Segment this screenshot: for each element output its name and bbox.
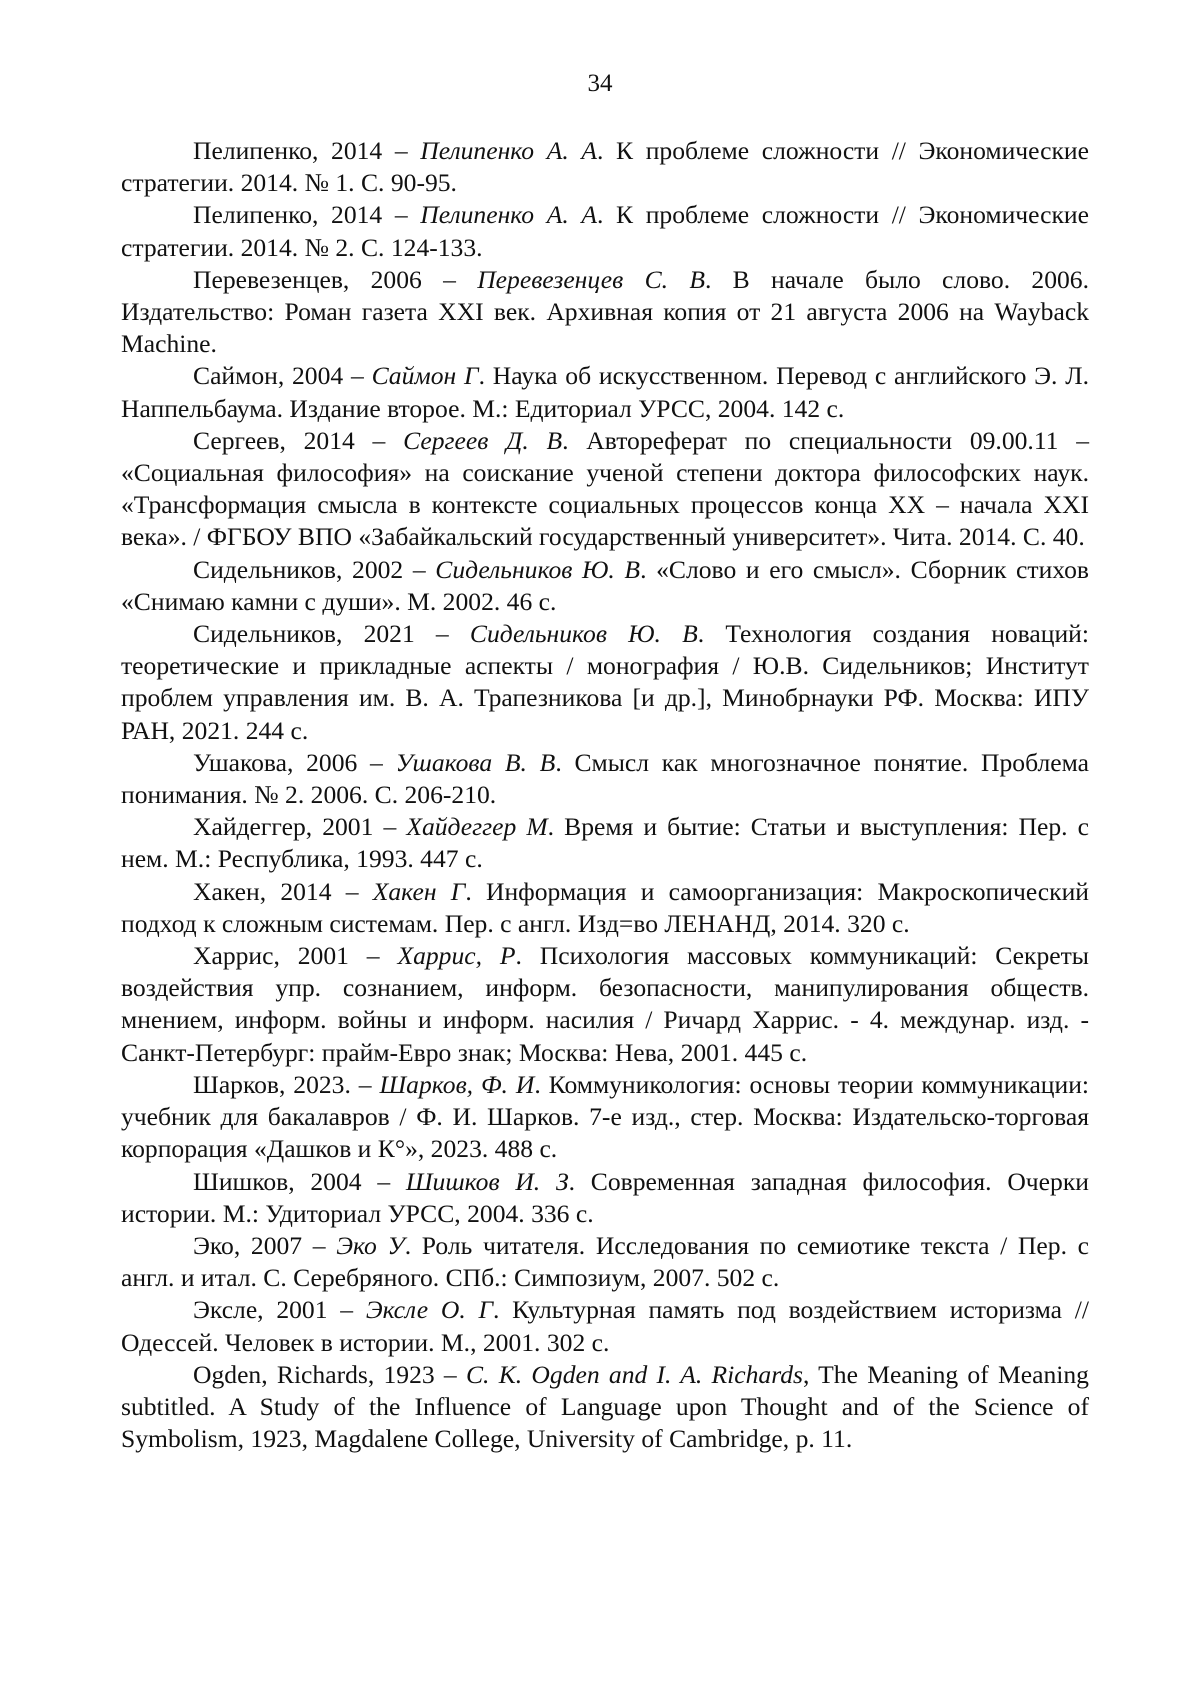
reference-entry xyxy=(121,1294,1089,1358)
reference-details: . Автореферат по специальности 09.00.11 – «Социальная философия» на соискание ученой степени доктора философских наук. «Трансформация смысла в контексте социальных процессов конца XX – начала XXI века». / ФГБОУ ВПО «Забайкальский государственный университет». Чита. 2014. С. 40. xyxy=(121,425,1089,552)
reference-author: Сидельников Ю. В xyxy=(469,619,698,649)
reference-details: . Технология создания новаций: теоретические и прикладные аспекты / монография / Ю.В. Сидельников; Институт проблем управления им. В. А. Трапезникова [и др.], Минобрнауки РФ. Москва: ИПУ РАН, 2021. 244 с. xyxy=(121,619,1089,745)
reference-lead: Сидельников, 2002 – xyxy=(193,554,436,584)
reference-lead: Саймон, 2004 – xyxy=(193,361,372,391)
reference-details: . Наука об искусственном. Перевод с английского Э. Л. Наппельбаума. Издание второе. М.: Едиториал УРСС, 2004. 142 с. xyxy=(121,361,1090,423)
reference-author: Шишков И. З xyxy=(405,1166,569,1196)
reference-entry xyxy=(121,1069,1089,1166)
reference-lead: Хайдеггер, 2001 – xyxy=(193,812,407,842)
reference-author: Сергеев Д. В xyxy=(403,425,563,455)
reference-entry xyxy=(121,264,1089,361)
reference-entry xyxy=(121,135,1089,199)
reference-author: Хайдеггер М xyxy=(406,812,548,842)
reference-author: Шарков, Ф. И xyxy=(379,1069,535,1099)
reference-lead: Эксле, 2001 – xyxy=(193,1295,366,1325)
reference-author: Эксле О. Г xyxy=(365,1295,494,1325)
reference-lead: Пелипенко, 2014 – xyxy=(193,136,421,165)
reference-entry xyxy=(121,199,1089,263)
reference-lead: Харрис, 2001 – xyxy=(193,941,398,971)
reference-details: . В начале было слово. 2006. Издательство: Роман газета XXI век. Архивная копия от 21 августа 2006 на Wayback Machine. xyxy=(121,264,1089,359)
reference-author: Пелипенко А. А xyxy=(420,200,597,230)
reference-lead: Перевезенцев, 2006 – xyxy=(193,264,478,294)
reference-author: Харрис, Р xyxy=(397,941,516,971)
reference-author: Сидельников Ю. В xyxy=(435,554,641,584)
reference-lead: Ушакова, 2006 – xyxy=(193,747,396,777)
reference-entry xyxy=(121,747,1089,811)
reference-lead: Пелипенко, 2014 – xyxy=(193,200,421,230)
reference-entry xyxy=(121,360,1089,424)
page-number: 34 xyxy=(587,70,613,97)
reference-lead: Шишков, 2004 – xyxy=(193,1166,406,1196)
reference-entry xyxy=(121,940,1089,1069)
reference-details: , The Meaning of Meaning subtitled. A Study of the Influence of Language upon Thought and of the Science of Symbolism, 1923, Magdalene College, University of Cambridge, p. 11. xyxy=(121,1359,1089,1454)
reference-lead: Шарков, 2023. – xyxy=(193,1069,380,1099)
reference-author: Хакен Г xyxy=(372,876,466,906)
reference-author: Саймон Г xyxy=(371,361,479,391)
reference-entry xyxy=(121,1359,1089,1456)
reference-details: . Культурная память под воздействием историзма // Одессей. Человек в истории. М., 2001. 302 с. xyxy=(121,1295,1089,1357)
reference-details: . Современная западная философия. Очерки истории. М.: Удиториал УРСС, 2004. 336 с. xyxy=(121,1166,1089,1228)
reference-lead: Сергеев, 2014 – xyxy=(193,425,404,455)
reference-entry xyxy=(121,1166,1089,1230)
reference-details: . Информация и самоорганизация: Макроскопический подход к сложным системам. Пер. с англ. Изд=во ЛЕНАНД, 2014. 320 с. xyxy=(121,876,1089,938)
reference-entry xyxy=(121,618,1089,747)
reference-details: . Роль читателя. Исследования по семиотике текста / Пер. с англ. и итал. С. Серебряного. СПб.: Симпозиум, 2007. 502 с. xyxy=(121,1230,1090,1293)
reference-entry xyxy=(121,876,1089,940)
reference-details: . Время и бытие: Статьи и выступления: Пер. с нем. М.: Республика, 1993. 447 с. xyxy=(121,812,1089,874)
reference-details: . Психология массовых коммуникаций: Секреты воздействия упр. сознанием, информ. безопасности, манипулирования обществ. мнением, информ. войны и информ. насилия / Ричард Харрис. - 4. междунар. изд. - Санкт-Петербург: прайм-Евро знак; Москва: Нева, 2001. 445 с. xyxy=(121,941,1089,1067)
reference-details: . Коммуникология: основы теории коммуникации: учебник для бакалавров / Ф. И. Шарков. 7-е изд., стер. Москва: Издательско-торговая корпорация «Дашков и К°», 2023. 488 с. xyxy=(121,1069,1090,1164)
reference-entry xyxy=(121,425,1089,554)
reference-author: Ушакова В. В xyxy=(395,747,556,777)
reference-entry xyxy=(121,554,1089,618)
reference-entry xyxy=(121,811,1089,875)
reference-lead: Сидельников, 2021 – xyxy=(193,619,470,649)
reference-details: . К проблеме сложности // Экономические стратегии. 2014. № 1. С. 90-95. xyxy=(121,136,1089,198)
reference-author: Перевезенцев С. В xyxy=(477,264,705,294)
reference-lead: Хакен, 2014 – xyxy=(193,876,373,906)
reference-lead: Ogden, Richards, 1923 – xyxy=(193,1359,466,1389)
reference-list xyxy=(121,135,1089,1455)
reference-author: Эко У xyxy=(336,1230,405,1260)
reference-author: C. K. Ogden and I. A. Richards xyxy=(465,1359,803,1389)
reference-details: . Смысл как многозначное понятие. Проблема понимания. № 2. 2006. С. 206-210. xyxy=(121,747,1089,810)
reference-details: . К проблеме сложности // Экономические стратегии. 2014. № 2. С. 124-133. xyxy=(121,200,1089,262)
reference-lead: Эко, 2007 – xyxy=(193,1230,337,1260)
reference-entry xyxy=(121,1230,1089,1294)
reference-details: . «Слово и его смысл». Сборник стихов «Снимаю камни с души». М. 2002. 46 с. xyxy=(121,554,1089,616)
reference-author: Пелипенко А. А xyxy=(420,136,597,165)
